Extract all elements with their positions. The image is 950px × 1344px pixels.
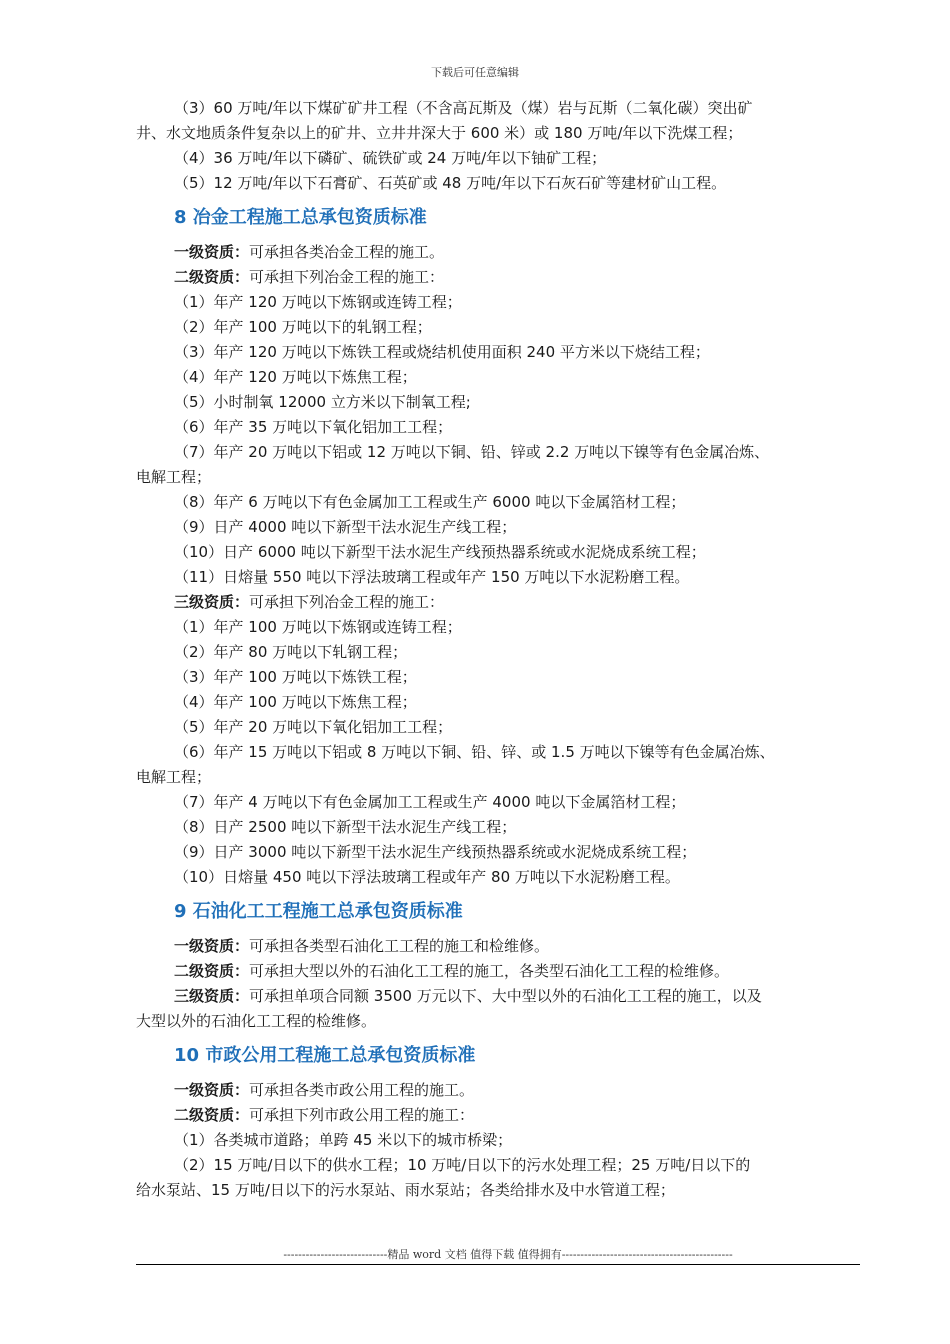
list-item-continuation: 电解工程； <box>136 768 212 786</box>
grade-1-paragraph <box>136 1078 860 1103</box>
list-item-continuation: 给水泵站、15 万吨/日以下的污水泵站、雨水泵站；各类给排水及中水管道工程； <box>136 1181 675 1199</box>
list-item: （5）小时制氧 12000 立方米以下制氧工程; <box>174 393 471 411</box>
grade-text: 可承担大型以外的石油化工工程的施工，各类型石油化工工程的检维修。 <box>249 962 730 980</box>
grade-2-paragraph <box>136 959 860 984</box>
grade-text: 可承担各类冶金工程的施工。 <box>249 243 445 261</box>
grade-label: 一级资质： <box>174 937 250 955</box>
list-item: （4）年产 120 万吨以下炼焦工程； <box>174 368 417 386</box>
list-item: （8）日产 2500 吨以下新型干法水泥生产线工程； <box>174 818 517 836</box>
grade-text: 可承担下列市政公用工程的施工： <box>249 1106 475 1124</box>
list-item: （7）年产 20 万吨以下铝或 12 万吨以下铜、铅、锌或 2.2 万吨以下镍等有色金属冶炼、 <box>174 443 770 461</box>
grade-label: 二级资质： <box>174 962 250 980</box>
list-item: （3）60 万吨/年以下煤矿矿井工程（不含高瓦斯及（煤）岩与瓦斯（二氧化碳）突出矿 <box>174 99 753 117</box>
grade-1-paragraph <box>136 934 860 959</box>
header-note: 下载后可任意编辑 <box>431 66 519 79</box>
grade-label: 三级资质： <box>174 593 250 611</box>
grade-text: 可承担单项合同额 3500 万元以下、大中型以外的石油化工工程的施工，以及 <box>249 987 762 1005</box>
grade-text: 可承担各类市政公用工程的施工。 <box>249 1081 475 1099</box>
list-item: （1）年产 100 万吨以下炼钢或连铸工程； <box>174 618 462 636</box>
section-heading-metallurgy: 8 冶金工程施工总承包资质标准 <box>174 207 427 228</box>
list-item: （10）日产 6000 吨以下新型干法水泥生产线预热器系统或水泥烧成系统工程； <box>174 543 706 561</box>
list-item: （5）年产 20 万吨以下氧化铝加工工程； <box>174 718 453 736</box>
grade-text: 可承担各类型石油化工工程的施工和检维修。 <box>249 937 550 955</box>
section-heading-petrochemical: 9 石油化工工程施工总承包资质标准 <box>174 901 463 922</box>
section-heading-municipal: 10 市政公用工程施工总承包资质标准 <box>174 1045 476 1066</box>
list-item: （4）年产 100 万吨以下炼焦工程； <box>174 693 417 711</box>
list-item: （4）36 万吨/年以下磷矿、硫铁矿或 24 万吨/年以下铀矿工程； <box>174 149 607 167</box>
list-item: （11）日熔量 550 吨以下浮法玻璃工程或年产 150 万吨以下水泥粉磨工程。 <box>174 568 690 586</box>
grade-2-paragraph <box>136 1103 860 1128</box>
list-item: （3）年产 120 万吨以下炼铁工程或烧结机使用面积 240 平方米以下烧结工程； <box>174 343 710 361</box>
list-item: （5）12 万吨/年以下石膏矿、石英矿或 48 万吨/年以下石灰石矿等建材矿山工程。 <box>174 174 727 192</box>
list-item: （6）年产 15 万吨以下铝或 8 万吨以下铜、铅、锌、或 1.5 万吨以下镍等有色金属冶炼、 <box>174 743 775 761</box>
list-item: （8）年产 6 万吨以下有色金属加工工程或生产 6000 吨以下金属箔材工程； <box>174 493 686 511</box>
list-item: （2）15 万吨/日以下的供水工程；10 万吨/日以下的污水处理工程；25 万吨/日以下的 <box>174 1156 751 1174</box>
list-item: （10）日熔量 450 吨以下浮法玻璃工程或年产 80 万吨以下水泥粉磨工程。 <box>174 868 680 886</box>
list-item: （1）年产 120 万吨以下炼钢或连铸工程； <box>174 293 462 311</box>
list-item: （6）年产 35 万吨以下氧化铝加工工程； <box>174 418 453 436</box>
grade-text: 可承担下列冶金工程的施工： <box>249 268 445 286</box>
document-body <box>136 96 860 1203</box>
list-item: （2）年产 80 万吨以下轧钢工程； <box>174 643 408 661</box>
grade-label: 一级资质： <box>174 243 250 261</box>
list-item: （9）日产 4000 吨以下新型干法水泥生产线工程； <box>174 518 517 536</box>
grade-label: 二级资质： <box>174 1106 250 1124</box>
grade-label: 二级资质： <box>174 268 250 286</box>
list-item: （7）年产 4 万吨以下有色金属加工工程或生产 4000 吨以下金属箔材工程； <box>174 793 686 811</box>
list-item: （3）年产 100 万吨以下炼铁工程； <box>174 668 417 686</box>
grade-3-paragraph <box>136 984 860 1009</box>
footer-note: ----------------------------精品 word 文档 值得下载 值得拥有---------------------------------------------- <box>283 1248 733 1261</box>
list-item-continuation: 电解工程； <box>136 468 212 486</box>
footer-divider <box>136 1264 860 1265</box>
grade-1-paragraph <box>136 240 860 265</box>
paragraph-continuation: 大型以外的石油化工工程的检维修。 <box>136 1012 377 1030</box>
list-item: （2）年产 100 万吨以下的轧钢工程； <box>174 318 432 336</box>
grade-label: 一级资质： <box>174 1081 250 1099</box>
list-item-continuation: 井、水文地质条件复杂以上的矿井、立井井深大于 600 米）或 180 万吨/年以下洗煤工程； <box>136 124 743 142</box>
grade-3-paragraph <box>136 590 860 615</box>
grade-label: 三级资质： <box>174 987 250 1005</box>
list-item: （1）各类城市道路；单跨 45 米以下的城市桥梁； <box>174 1131 513 1149</box>
grade-text: 可承担下列冶金工程的施工： <box>249 593 445 611</box>
list-item: （9）日产 3000 吨以下新型干法水泥生产线预热器系统或水泥烧成系统工程； <box>174 843 697 861</box>
grade-2-paragraph <box>136 265 860 290</box>
